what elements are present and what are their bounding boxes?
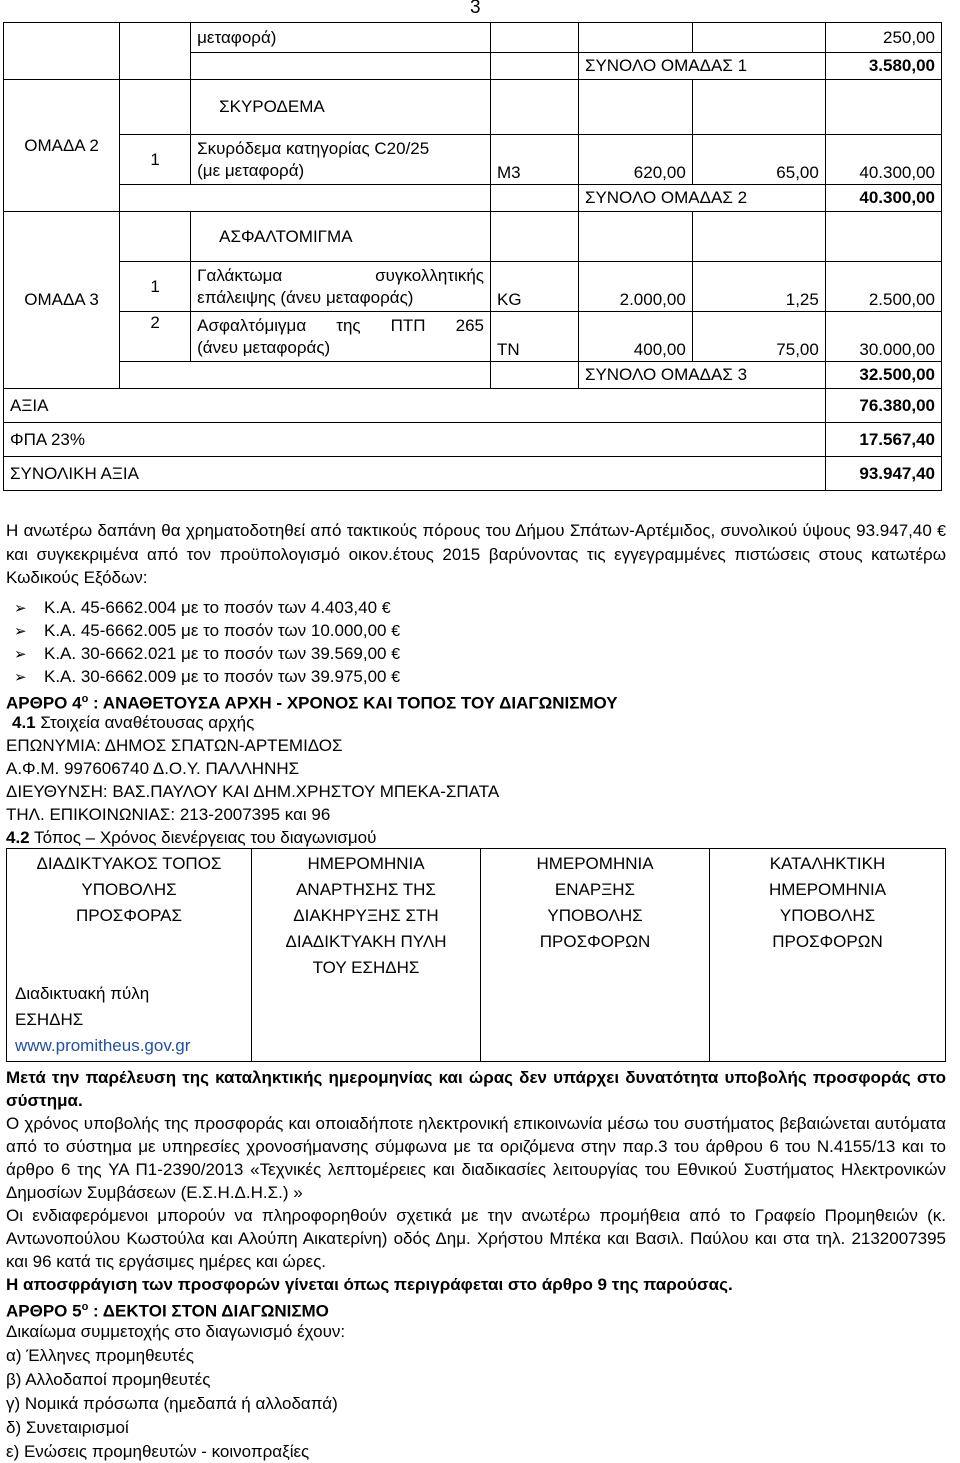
article-4-title: ΑΡΘΡΟ $4^o$ : ΑΝΑΘΕΤΟΥΣΑ ΑΡΧΗ - ΧΡΟΝΟΣ ΚΑΙ ΤΟΠΟΣ ΤΟΥ ΔΙΑΓΩΝΙΣΜΟΥ xyxy=(6,693,618,713)
item-no: 1 xyxy=(120,262,191,312)
item-total: 30.000,00 xyxy=(825,312,941,362)
group-sum-value: 3.580,00 xyxy=(825,53,941,80)
item-desc: μεταφορά) xyxy=(191,23,491,53)
group-sum-label: ΣΥΝΟΛΟ ΟΜΑΔΑΣ 1 xyxy=(578,53,825,80)
authority-name: ΕΠΩΝΥΜΙΑ: ΔΗΜΟΣ ΣΠΑΤΩΝ-ΑΡΤΕΜΙΔΟΣ xyxy=(6,736,343,755)
euro-icon: € xyxy=(937,523,946,540)
item-price: 1,25 xyxy=(692,262,825,312)
info-paragraph: Οι ενδιαφερόμενοι μπορούν να πληροφορηθούν σχετικά με την ανωτέρω προμήθεια από το Γραφείο Προμηθειών (κ. Αντωνοπούλου Κωστούλα και Αλούπη Αικατερίνη) οδός Δημ. Χρήστου Μπέκα και Βασιλ. Παύλου και στα τηλ. 2132007395 και 96 κατά τις εργάσιμες ημέρες και ώρες. xyxy=(6,1206,946,1271)
table-row xyxy=(4,362,942,389)
group-sum-value: 40.300,00 xyxy=(825,185,941,212)
table-row xyxy=(4,389,942,423)
item-unit: KG xyxy=(491,262,579,312)
participation-intro: Δικαίωμα συμμετοχής στο διαγωνισμό έχουν: xyxy=(6,1322,346,1341)
table-row xyxy=(7,849,946,1062)
table-row xyxy=(4,423,942,457)
submission-site-cell: ΔΙΑΔΙΚΤΥΑΚΟΣ ΤΟΠΟΣ ΥΠΟΒΟΛΗΣ ΠΡΟΣΦΟΡΑΣ Διαδικτυακή πύλη ΕΣΗΔΗΣ www.promitheus.gov.gr xyxy=(7,849,252,1062)
item-desc: Ασφαλτόμιγμα της ΠΤΠ 265 (άνευ μεταφοράς) xyxy=(191,312,491,362)
schedule-table xyxy=(6,848,946,1062)
cost-table xyxy=(3,22,942,491)
publication-date-cell: ΗΜΕΡΟΜΗΝΙΑ ΑΝΑΡΤΗΣΗΣ ΤΗΣ ΔΙΑΚΗΡΥΞΗΣ ΣΤΗ ΔΙΑΔΙΚΤΥΑΚΗ ΠΥΛΗ ΤΟΥ ΕΣΗΔΗΣ xyxy=(252,849,481,1062)
arrow-bullet-icon: ➢ xyxy=(14,600,27,617)
euro-icon: € xyxy=(391,623,401,640)
authority-address: ΔΙΕΥΘΥΝΣΗ: ΒΑΣ.ΠΑΥΛΟΥ ΚΑΙ ΔΗΜ.ΧΡΗΣΤΟΥ ΜΠΕΚΑ-ΣΠΑΤΑ xyxy=(6,782,500,801)
timestamp-paragraph: Ο χρόνος υποβολής της προσφοράς και οποιαδήποτε ηλεκτρονική επικοινωνία μέσω του συστήματος βεβαιώνεται αυτόματα από το σύστημα με υπηρεσίες χρονοσήμανσης σύμφωνα με τα οριζόμενα στην παρ.3 του άρθρου 6 του Ν.4155/13 και το άρθρο 6 της ΥΑ Π1-2390/2013 «Τεχνικές λεπτομέρειες και διαδικασίες λειτουργίας του Εθνικού Συστήματος Ηλεκτρονικών Δημοσίων Συμβάσεων (Ε.Σ.Η.Δ.Η.Σ.) » xyxy=(6,1114,946,1202)
item-no: 2 xyxy=(120,312,191,362)
euro-icon: € xyxy=(381,600,391,617)
table-row xyxy=(4,80,942,135)
fpa-value: 17.567,40 xyxy=(825,423,941,457)
item-total: 2.500,00 xyxy=(825,262,941,312)
item-desc: Γαλάκτωμα συγκολλητικής επάλειψης (άνευ μεταφοράς) xyxy=(191,262,491,312)
item-qty: 2.000,00 xyxy=(578,262,692,312)
item-total: 40.300,00 xyxy=(825,135,941,185)
sealing-notice: Η αποσφράγιση των προσφορών γίνεται όπως περιγράφεται στο άρθρο 9 της παρούσας. xyxy=(6,1275,733,1294)
axia-label: ΑΞΙΑ xyxy=(4,389,826,423)
group-sum-label: ΣΥΝΟΛΟ ΟΜΑΔΑΣ 3 xyxy=(578,362,825,389)
group-label: ΟΜΑΔΑ 3 xyxy=(4,212,120,389)
euro-icon: € xyxy=(391,646,401,663)
table-row xyxy=(4,312,942,362)
total-value: 93.947,40 xyxy=(825,457,941,491)
arrow-bullet-icon: ➢ xyxy=(14,623,27,640)
item-unit: M3 xyxy=(491,135,579,185)
group-heading: ΣΚΥΡΟΔΕΜΑ xyxy=(191,80,491,135)
table-row xyxy=(4,23,942,53)
section-4-2-title: 4.2 Τόπος – Χρόνος διενέργειας του διαγωνισμού xyxy=(6,828,377,847)
deadline-notice: Μετά την παρέλευση της καταληκτικής ημερομηνίας και ώρας δεν υπάρχει δυνατότητα υποβολής προσφοράς στο σύστημα. xyxy=(6,1068,946,1110)
table-row xyxy=(4,457,942,491)
item-qty: 620,00 xyxy=(578,135,692,185)
list-item: ➢ Κ.Α. 30-6662.021 με το ποσόν των 39.569,00 € xyxy=(14,642,400,666)
authority-phone: ΤΗΛ. ΕΠΙΚΟΙΝΩΝΙΑΣ: 213-2007395 και 96 xyxy=(6,805,331,824)
item-total: 250,00 xyxy=(825,23,941,53)
section-4-1-title: 4.1 Στοιχεία αναθέτουσας αρχής xyxy=(12,713,255,732)
portal-link[interactable]: www.promitheus.gov.gr xyxy=(15,1036,191,1055)
item-price: 65,00 xyxy=(692,135,825,185)
list-item: ε) Ενώσεις προμηθευτών - κοινοπραξίες xyxy=(6,1442,310,1461)
list-item: ➢ Κ.Α. 45-6662.004 με το ποσόν των 4.403,40 € xyxy=(14,596,391,620)
group-heading: ΑΣΦΑΛΤΟΜΙΓΜΑ xyxy=(191,212,491,262)
group-sum-label: ΣΥΝΟΛΟ ΟΜΑΔΑΣ 2 xyxy=(578,185,825,212)
article-5-title: ΑΡΘΡΟ $5^o$ : ΔΕΚΤΟΙ ΣΤΟΝ ΔΙΑΓΩΝΙΣΜΟ xyxy=(6,1301,329,1321)
group-sum-value: 32.500,00 xyxy=(825,362,941,389)
item-unit: TN xyxy=(491,312,579,362)
group-label: ΟΜΑΔΑ 2 xyxy=(4,80,120,212)
arrow-bullet-icon: ➢ xyxy=(14,669,27,686)
list-item: ➢ Κ.Α. 30-6662.009 με το ποσόν των 39.975,00 € xyxy=(14,665,400,689)
page-number: 3 xyxy=(470,0,481,18)
item-qty: 400,00 xyxy=(578,312,692,362)
fpa-label: ΦΠΑ 23% xyxy=(4,423,826,457)
deadline-cell: ΚΑΤΑΛΗΚΤΙΚΗ ΗΜΕΡΟΜΗΝΙΑ ΥΠΟΒΟΛΗΣ ΠΡΟΣΦΟΡΩΝ xyxy=(710,849,946,1062)
item-no: 1 xyxy=(120,135,191,185)
authority-vat: Α.Φ.Μ. 997606740 Δ.Ο.Υ. ΠΑΛΛΗΝΗΣ xyxy=(6,759,300,778)
start-date-cell: ΗΜΕΡΟΜΗΝΙΑ ΕΝΑΡΞΗΣ ΥΠΟΒΟΛΗΣ ΠΡΟΣΦΟΡΩΝ xyxy=(481,849,710,1062)
total-label: ΣΥΝΟΛΙΚΗ ΑΞΙΑ xyxy=(4,457,826,491)
list-item: ➢ Κ.Α. 45-6662.005 με το ποσόν των 10.000,00 € xyxy=(14,619,400,643)
list-item: δ) Συνεταιρισμοί xyxy=(6,1418,129,1437)
list-item: γ) Νομικά πρόσωπα (ημεδαπά ή αλλοδαπά) xyxy=(6,1394,338,1413)
table-row xyxy=(4,135,942,185)
table-row xyxy=(4,262,942,312)
funding-paragraph: Η ανωτέρω δαπάνη θα χρηματοδοτηθεί από τακτικούς πόρους του Δήμου Σπάτων-Αρτέμιδος, συνολικού ύψους 93.947,40 € και συγκεκριμένα από τον προϋπολογισμό οικον.έτους 2015 βαρύνοντας τις εγγεγραμμένες πιστώσεις στους κατωτέρω Κωδικούς Εξόδων: xyxy=(6,521,946,587)
arrow-bullet-icon: ➢ xyxy=(14,646,27,663)
table-row xyxy=(4,212,942,262)
list-item: β) Αλλοδαποί προμηθευτές xyxy=(6,1370,211,1389)
item-desc: Σκυρόδεμα κατηγορίας C20/25 (με μεταφορά) xyxy=(191,135,491,185)
table-row xyxy=(4,185,942,212)
euro-icon: € xyxy=(391,669,401,686)
list-item: α) Έλληνες προμηθευτές xyxy=(6,1346,194,1365)
item-price: 75,00 xyxy=(692,312,825,362)
axia-value: 76.380,00 xyxy=(825,389,941,423)
